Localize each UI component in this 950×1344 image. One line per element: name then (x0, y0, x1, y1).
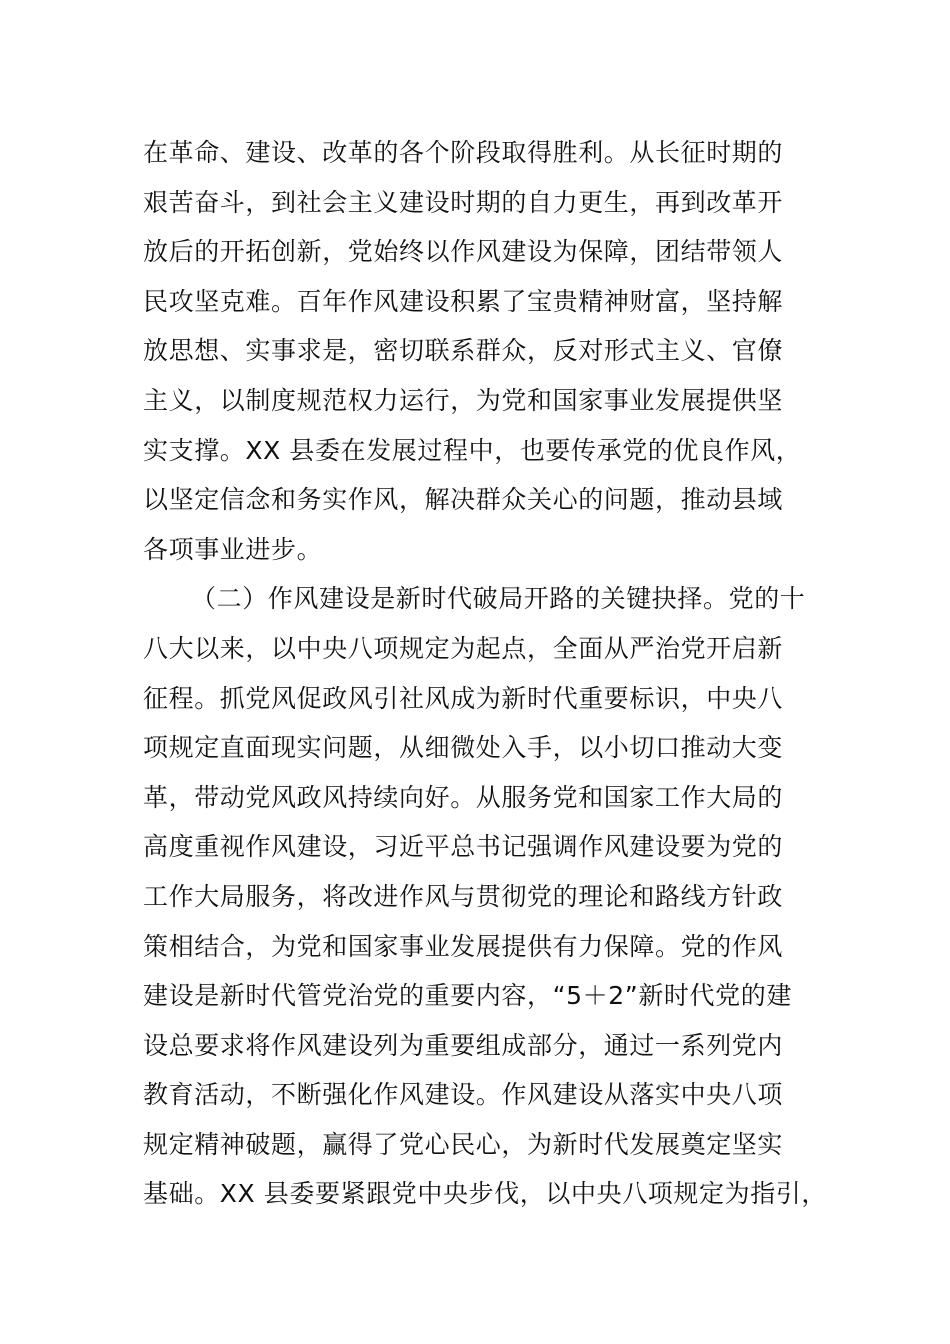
text-line: 主义，以制度规范权力运行，为党和国家事业发展提供坚 (143, 385, 784, 415)
text-line: 规定精神破题，赢得了党心民心，为新时代发展奠定坚实 (143, 1129, 784, 1159)
text-line: 放后的开拓创新，党始终以作风建设为保障，团结带领人 (143, 237, 784, 267)
text-line: 高度重视作风建设，习近平总书记强调作风建设要为党的 (143, 832, 784, 862)
text-line: 基础。XX 县委要紧跟党中央步伐，以中央八项规定为指引， (143, 1179, 828, 1209)
text-line: 在革命、建设、改革的各个阶段取得胜利。从长征时期的 (143, 138, 784, 167)
text-line: 革，带动党风政风持续向好。从服务党和国家工作大局的 (143, 782, 784, 812)
text-line: 工作大局服务，将改进作风与贯彻党的理论和路线方针政 (143, 881, 784, 911)
text-line: 策相结合，为党和国家事业发展提供有力保障。党的作风 (143, 931, 784, 961)
text-line: 各项事业进步。 (143, 534, 323, 564)
text-line: 设总要求将作风建设列为重要组成部分，通过一系列党内 (143, 1030, 784, 1060)
text-line: 放思想、实事求是，密切联系群众，反对形式主义、官僚 (143, 336, 784, 366)
text-line: 教育活动，不断强化作风建设。作风建设从落实中央八项 (143, 1080, 784, 1110)
text-line: 艰苦奋斗，到社会主义建设时期的自力更生，再到改革开 (143, 187, 784, 217)
text-line: 民攻坚克难。百年作风建设积累了宝贵精神财富，坚持解 (143, 286, 784, 316)
text-line: 实支撑。XX 县委在发展过程中，也要传承党的优良作风， (143, 435, 802, 465)
body-text (143, 128, 828, 1219)
text-line: 八大以来，以中央八项规定为起点，全面从严治党开启新 (143, 633, 784, 663)
text-line: 建设是新时代管党治党的重要内容，“5＋2”新时代党的建 (143, 981, 792, 1011)
text-line: 项规定直面现实问题，从细微处入手，以小切口推动大变 (143, 733, 784, 763)
text-line: 以坚定信念和务实作风，解决群众关心的问题，推动县域 (143, 485, 784, 515)
section-heading-line: （二）作风建设是新时代破局开路的关键抉择。党的十 (191, 584, 806, 614)
text-line: 征程。抓党风促政风引社风成为新时代重要标识，中央八 (143, 683, 784, 713)
